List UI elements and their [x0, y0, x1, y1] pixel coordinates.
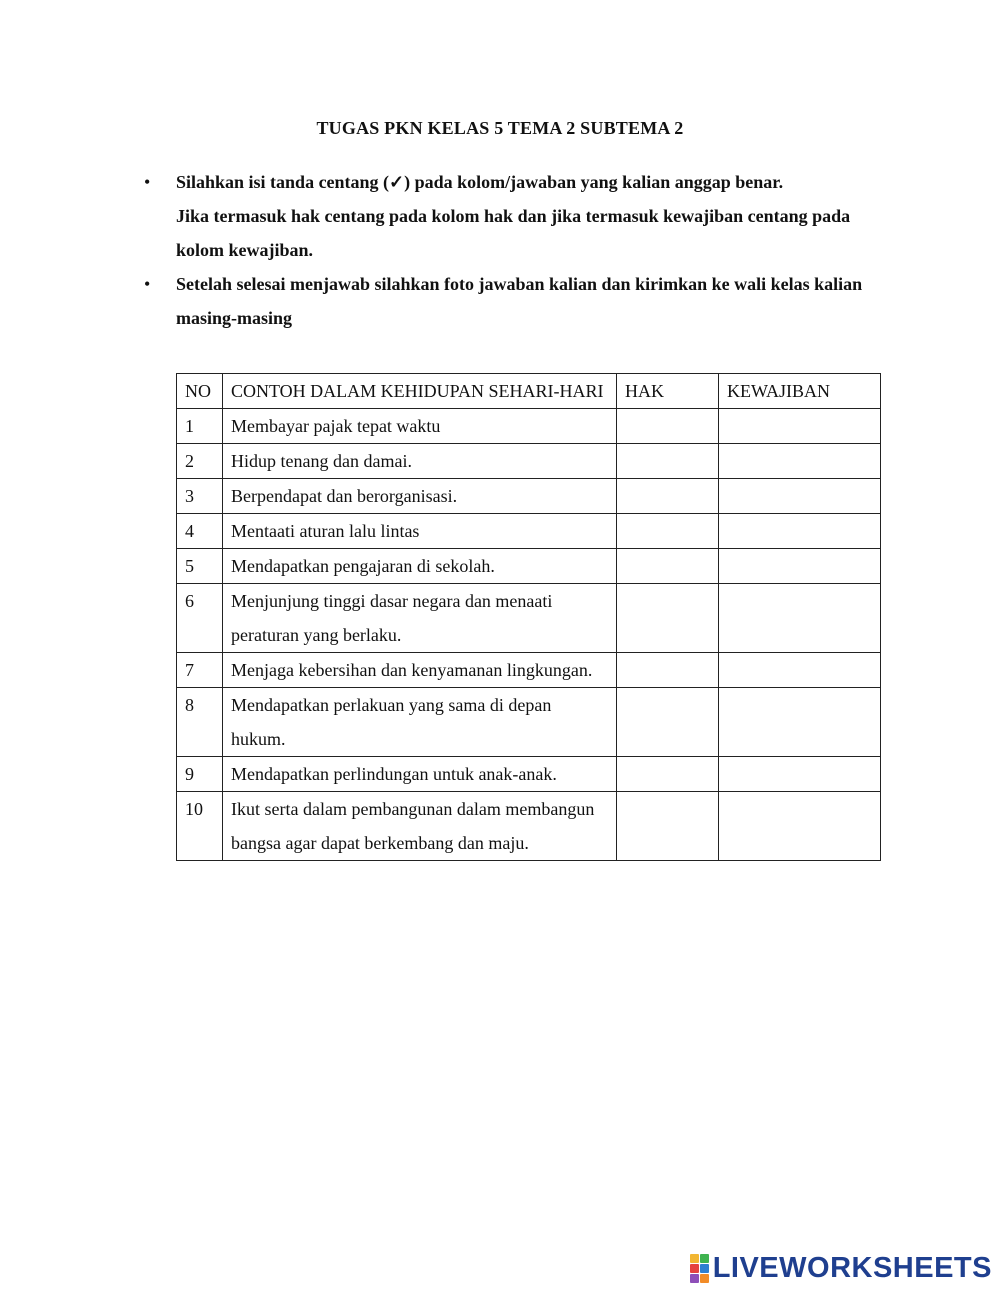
row-example-text: Mendapatkan perlakuan yang sama di depan hukum. [223, 688, 617, 757]
logo-square [700, 1264, 709, 1273]
bullet-icon: • [144, 172, 151, 192]
instruction-item [140, 165, 880, 267]
hak-answer-cell[interactable] [617, 514, 719, 549]
table-row [177, 409, 881, 444]
hak-answer-cell[interactable] [617, 549, 719, 584]
table-row [177, 479, 881, 514]
kewajiban-answer-cell[interactable] [719, 792, 881, 861]
row-example-text: Berpendapat dan berorganisasi. [223, 479, 617, 514]
hak-answer-cell[interactable] [617, 688, 719, 757]
brand-text: LIVEWORKSHEETS [712, 1251, 992, 1284]
hak-answer-cell[interactable] [617, 479, 719, 514]
worksheet-table [176, 373, 881, 861]
table-row [177, 514, 881, 549]
hak-answer-cell[interactable] [617, 444, 719, 479]
kewajiban-answer-cell[interactable] [719, 584, 881, 653]
row-number: 4 [177, 514, 223, 549]
kewajiban-answer-cell[interactable] [719, 479, 881, 514]
row-number: 3 [177, 479, 223, 514]
kewajiban-answer-cell[interactable] [719, 409, 881, 444]
row-number: 8 [177, 688, 223, 757]
row-example-text: Mendapatkan perlindungan untuk anak-anak. [223, 757, 617, 792]
liveworksheets-brand [690, 1253, 992, 1283]
instruction-text: Jika termasuk hak centang pada kolom hak dan jika termasuk kewajiban centang pada kolom kewajiban. [176, 206, 851, 260]
kewajiban-answer-cell[interactable] [719, 688, 881, 757]
instruction-item [140, 267, 880, 335]
logo-square [700, 1254, 709, 1263]
bullet-icon: • [144, 274, 151, 294]
row-example-text: Menjaga kebersihan dan kenyamanan lingkungan. [223, 653, 617, 688]
header-example: CONTOH DALAM KEHIDUPAN SEHARI-HARI [223, 374, 617, 409]
row-number: 10 [177, 792, 223, 861]
row-example-text: Menjunjung tinggi dasar negara dan menaati peraturan yang berlaku. [223, 584, 617, 653]
header-kewajiban: KEWAJIBAN [719, 374, 881, 409]
row-number: 1 [177, 409, 223, 444]
table-row [177, 653, 881, 688]
row-number: 5 [177, 549, 223, 584]
row-example-text: Ikut serta dalam pembangunan dalam membangun bangsa agar dapat berkembang dan maju. [223, 792, 617, 861]
row-number: 6 [177, 584, 223, 653]
table-row [177, 757, 881, 792]
table-row [177, 584, 881, 653]
row-example-text: Mendapatkan pengajaran di sekolah. [223, 549, 617, 584]
table-row [177, 688, 881, 757]
logo-square [690, 1274, 699, 1283]
kewajiban-answer-cell[interactable] [719, 514, 881, 549]
row-example-text: Hidup tenang dan damai. [223, 444, 617, 479]
hak-answer-cell[interactable] [617, 757, 719, 792]
kewajiban-answer-cell[interactable] [719, 757, 881, 792]
logo-square [690, 1264, 699, 1273]
hak-answer-cell[interactable] [617, 584, 719, 653]
liveworksheets-logo-icon [690, 1254, 709, 1283]
logo-square [690, 1254, 699, 1263]
kewajiban-answer-cell[interactable] [719, 444, 881, 479]
row-example-text: Membayar pajak tepat waktu [223, 409, 617, 444]
header-hak: HAK [617, 374, 719, 409]
hak-answer-cell[interactable] [617, 653, 719, 688]
instruction-text: Silahkan isi tanda centang (✓) pada kolom/jawaban yang kalian anggap benar. [176, 172, 784, 192]
instructions-list [140, 165, 880, 335]
logo-square [700, 1274, 709, 1283]
kewajiban-answer-cell[interactable] [719, 653, 881, 688]
table-row [177, 549, 881, 584]
instruction-text: Setelah selesai menjawab silahkan foto jawaban kalian dan kirimkan ke wali kelas kalian masing-masing [176, 274, 863, 328]
row-number: 2 [177, 444, 223, 479]
header-no: NO [177, 374, 223, 409]
row-number: 9 [177, 757, 223, 792]
hak-answer-cell[interactable] [617, 409, 719, 444]
hak-answer-cell[interactable] [617, 792, 719, 861]
page-title: TUGAS PKN KELAS 5 TEMA 2 SUBTEMA 2 [316, 118, 684, 138]
row-example-text: Mentaati aturan lalu lintas [223, 514, 617, 549]
table-row [177, 792, 881, 861]
row-number: 7 [177, 653, 223, 688]
table-row [177, 444, 881, 479]
kewajiban-answer-cell[interactable] [719, 549, 881, 584]
table-header-row [177, 374, 881, 409]
